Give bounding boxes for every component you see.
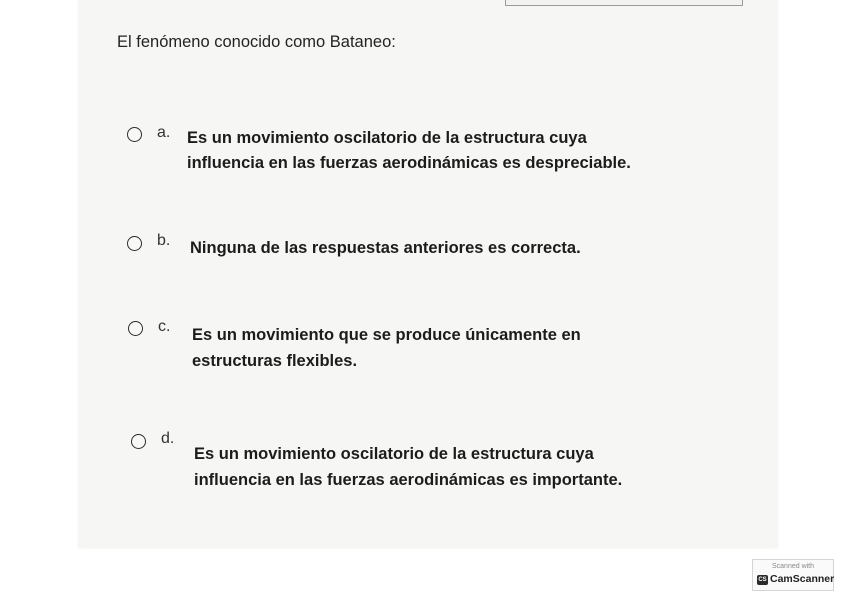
option-letter: d.	[161, 430, 175, 447]
camscanner-watermark	[752, 559, 834, 591]
answer-box-edge	[505, 0, 743, 6]
option-text-line: Es un movimiento oscilatorio de la estructura cuya	[194, 445, 594, 463]
option-text-line: Es un movimiento oscilatorio de la estructura cuya	[187, 129, 587, 147]
option-text-line: influencia en las fuerzas aerodinámicas es importante.	[194, 471, 623, 489]
camscanner-logo-icon: CS	[758, 577, 767, 583]
radio-b[interactable]	[127, 236, 142, 251]
watermark-brand: CamScanner	[770, 573, 835, 585]
option-text-line: Ninguna de las respuestas anteriores es correcta.	[190, 239, 581, 257]
radio-c[interactable]	[128, 321, 143, 336]
option-text-line: estructuras flexibles.	[192, 352, 358, 370]
option-text-line: influencia en las fuerzas aerodinámicas es despreciable.	[187, 154, 631, 172]
option-letter: a.	[157, 124, 171, 141]
option-letter: b.	[157, 232, 171, 249]
radio-a[interactable]	[127, 127, 142, 142]
watermark-caption: Scanned with	[771, 563, 815, 570]
option-letter: c.	[158, 318, 171, 335]
option-text-line: Es un movimiento que se produce únicamente en	[192, 326, 581, 344]
radio-d[interactable]	[131, 434, 146, 449]
question-text: El fenómeno conocido como Bataneo:	[117, 33, 396, 51]
